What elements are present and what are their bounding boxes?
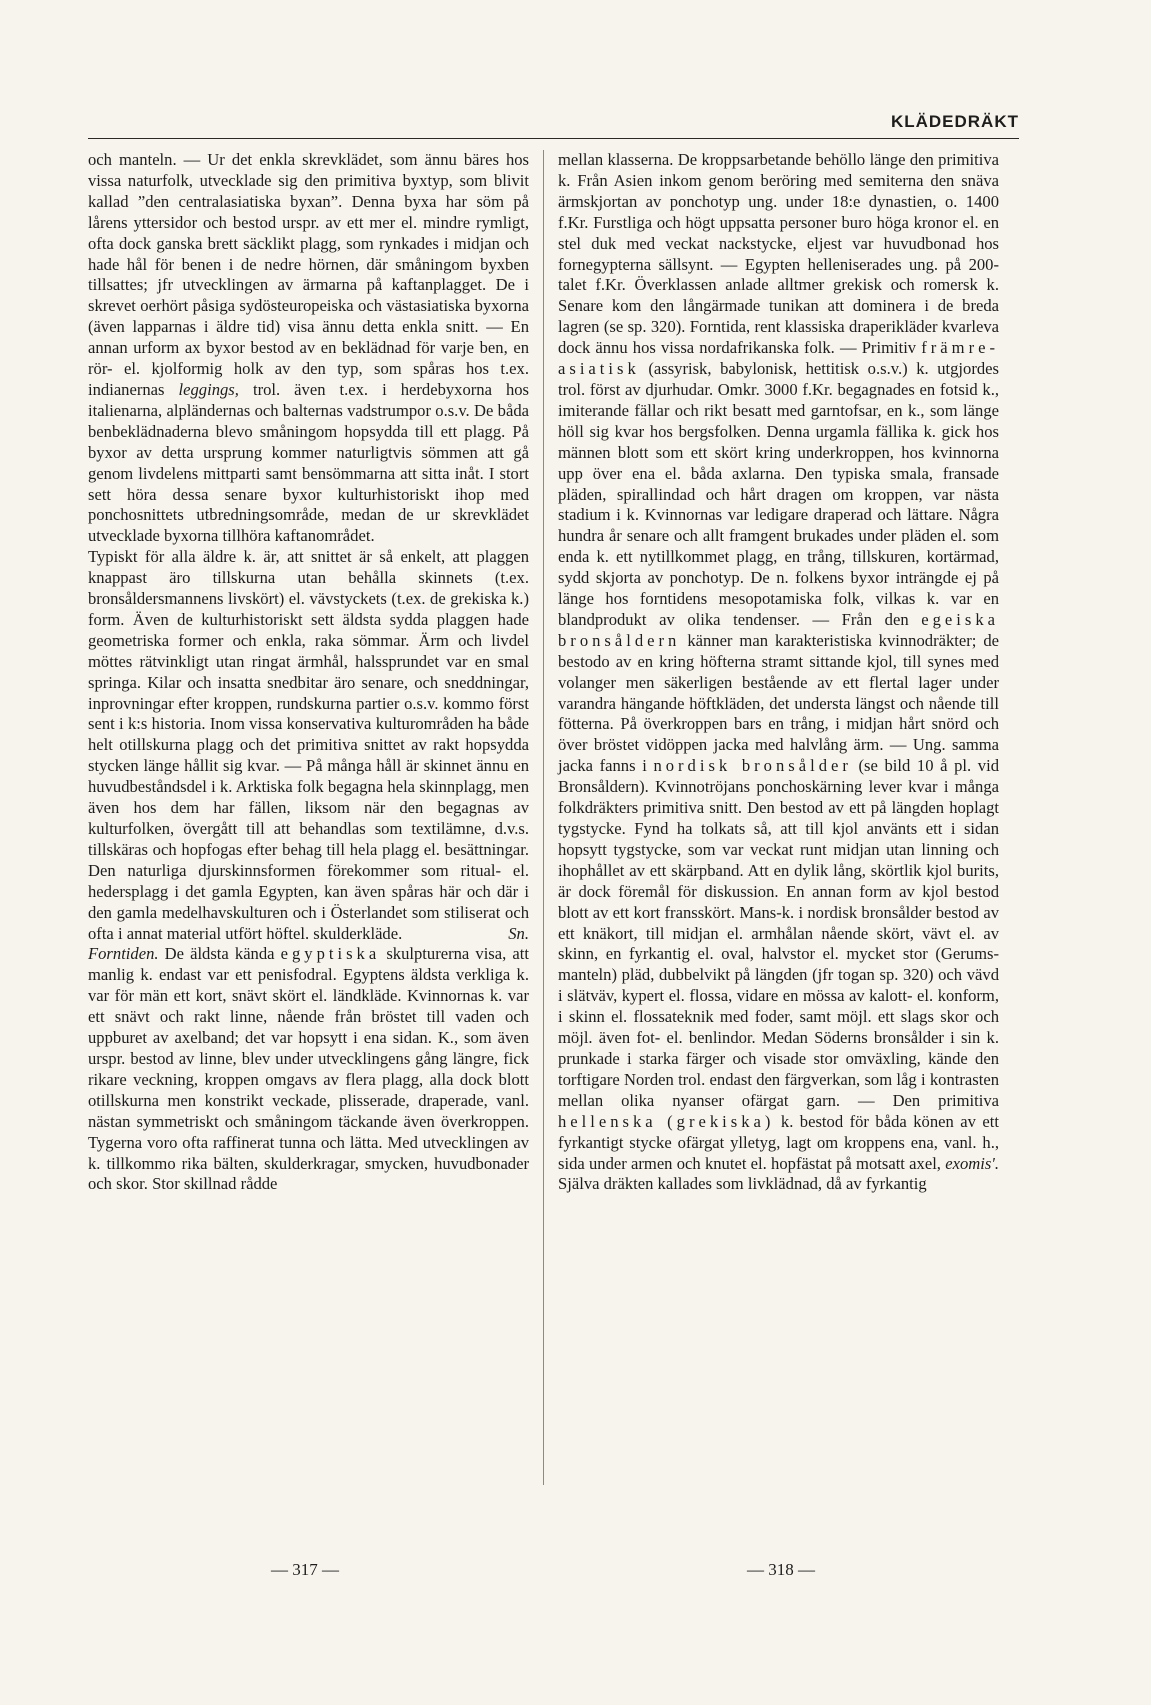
text-segment: De äldsta kända	[164, 944, 275, 964]
header-rule	[88, 138, 1019, 139]
text-segment: mellan klasserna. De kroppsarbetande behöllo länge den primitiva k. Från Asien inkom genom beröring med semiterna den snäva ärmskjortan av ponchotyp ung. under 18:e dynastien, o. 1400 f.Kr. Furstliga och högt uppsatta personer buro höga kronor el. en stel duk med veckat nackstycke, eljest var huvudbonad hos fornegypterna sällsynt. — Egypten helleniserades ung. på 200-talet f.Kr. Överklassen anlade alltmer grekisk och romersk k. Senare kom den långärmade tunikan att dominera i de breda lagren (se sp. 320). Forntida, rent klassiska draperikläder kvarleva dock ännu hos vissa nordafrikanska folk. — Primitiv	[558, 150, 999, 358]
text-segment: Typiskt för alla äldre k. är, att snittet är så enkelt, att plaggen knappast äro tillskurna utan behålla skinnets (t.ex. bronsåldersmannens livskört) el. vävstyckets (t.ex. de grekiska k.) form. Även de kulturhistoriskt sett äldsta sydda plaggen hade geometriska former och enkla, raka sömmar. Ärm och livdel möttes rätvinkligt utan ringat ärmhål, halssprundet var en smal springa. Kilar och insatta snedbitar äro senare, och sneddningar, inprovningar efter kroppen, rundskurna partier o.s.v. kommo först sent i k:s historia. Inom vissa konservativa kulturområden ha både helt otillskurna plagg och det primitiva snittet av rakt hopsydda stycken länge hållit sig kvar. — På många håll är skinnet ännu en huvudbeståndsdel i k. Arktiska folk begagna hela skinnplagg, men även hos dem har fällen, liksom när den begagnas av kulturfolken, övergått till att behandlas som textilämne, d.v.s. tillskäras och hopfogas efter behag till hela plagg el. besättningar. Den naturliga djurskinnsformen förekommer som ritual- el. hedersplagg i det gamla Egypten, kan även spåras här och där i den gamla medelhavskulturen och i Österlandet som stiliserat och ofta i annat material utfört höftel. skulderkläde.	[88, 547, 529, 943]
text-segment: trol. även t.ex. i herdebyxorna hos italienarna, alpländernas och balternas vadstrumpor o.s.v. De båda benbeklädnaderna blevo småningom hopsydda till ett plagg. På byxor av detta ursprung kommer naturligtvis sömmen att gå genom livdelens mittparti samt bensömmarna att sitta inåt. I stort sett höra dessa senare byxor kulturhistoriskt ihop med ponchosnittets utbredningsområde, medan de ur skrevklädet utvecklade byxorna tillhöra kaftanområdet.	[88, 379, 530, 546]
emphasis: leggings,	[178, 379, 239, 399]
emphasis: exomis'.	[945, 1153, 999, 1173]
text-segment: (assyrisk, babylonisk, hettitisk o.s.v.) k. utgjordes trol. först av djurhudar. Omkr. 3000 f.Kr. begagnades en fotsid k., imiterande fällar och rikt besatt med garntofsar, en k., som länge höll sig kvar hos bergsfolken. Denna urgamla fällika k. gick hos männen blott som ett skört kring underkroppen, hos kvinnorna upp över ena el. båda axlarna. Den typiska smala, fransade pläden, spirallindad och hårt dragen om kroppen, var nästa stadium i k. Kvinnornas var ledigare draperad och lättare. Några hundra år senare och allt framgent brukades under pläden el. som enda k. ett nytillkommet plagg, en trång, tillskuren, kortärmad, sydd skjorta av ponchotyp. De n. folkens byxor inträngde ej på länge hos forntidens mesopotamiska folk, vilkas k. var en blandprodukt av olika tendenser. — Från den	[558, 359, 999, 629]
spaced-term: egeiska bronsåldern	[558, 609, 999, 650]
text-segment: (se bild 10 å pl. vid Bronsåldern). Kvinnotröjans ponchoskärning lever kvar i många folkdräkters primitiva snitt. Den bestod av ett på längden hoplagt tygstycke. Fynd ha tolkats så, att till kjol använts ett i sidan hopsytt tygstycke, som var veckat runt midjan utan linning och ihophållet av ett skärpband. Att en dylik lång, skörtlik kjol burits, är dock föremål för diskussion. En annan form av kjol bestod blott av ett kort fransskört. Mans-k. i nordisk bronsålder bestod av ett knäkort, till midjan el. armhålan nående skört, vävt el. av skinn, en fyrkantig el. oval, halvstor el. mycket stor (Gerums-manteln) pläd, dubbelvikt på längden (jfr togan sp. 320) och vävd i slätväv, kypert el. flossa, vidare en mössa av kalott- el. konform, i skinn el. flossateknik med foder, samt möjl. ett slags skor och möjl. även fot- el. benlindor. Medan Söderns bronsålder i sin k. prunkade i starka färger och visade stor omväxling, kände den torftigare Norden trol. endast den färgverkan, som låg i kontrasten mellan olika nyanser ofärgat garn. — Den primitiva	[558, 756, 1000, 1110]
spaced-term: egyptiska	[280, 944, 381, 964]
text-segment: och manteln. — Ur det enkla skrevklädet, som ännu bäres hos vissa naturfolk, utvecklade sig den primitiva byxtyp, som blivit kallad ”den centralasiatiska byxan”. Denna byxa har söm på lårens yttersidor och bestod urspr. av ett mer el. mindre rymligt, ofta dock ganska brett säcklikt plagg, som rynkades i midjan och hade hål för benen i de nedre hörnen, där småningom byxben tillsattes; jfr utvecklingen av ärmarna på kaftanplagget. De i skrevet oerhört påsiga sydösteuropeiska och västasiatiska byxorna (även lapparnas i äldre tid) visa ännu detta enkla snitt. — En annan urform ax byxor bestod av en beklädnad för varje ben, en rör- el. kjolformig holk av den typ, som spåras hos t.ex. indianernas	[88, 150, 529, 399]
page-number-left: — 317 —	[271, 1560, 339, 1579]
text-segment: känner man karakteristiska kvinnodräkter; de bestodo av en kring höfterna stramt sittande kjol, till synes med volanger men säkerligen bestående av ett flertal lager under varandra hängande höftkläden, det understa längst och nående till fötterna. På överkroppen bars en trång, i midjan hårt snörd och över bröstet vidöppen jacka med halvlång ärm. — Ung. samma jacka fanns i	[558, 630, 999, 776]
section-heading: Forntiden.	[88, 944, 159, 964]
paragraph-trousers	[88, 150, 529, 547]
column-right	[558, 150, 999, 1195]
spaced-term: främre-asiatisk	[558, 338, 999, 379]
spaced-term: hellenska (grekiska)	[558, 1111, 775, 1131]
column-left	[88, 150, 529, 1195]
text-segment: Själva dräkten kallades som livklädnad, då av fyrkantig	[558, 1174, 927, 1194]
paragraph-typical-cut	[88, 547, 529, 944]
column-divider	[543, 150, 544, 1485]
paragraph-antiquity	[88, 944, 529, 1195]
text-segment: skulpturerna visa, att manlig k. endast var ett penisfodral. Egyptens äldsta verkliga k. var för män ett kort, snävt skört el. ländkläde. Kvinnornas k. var ett snävt och rakt linne, nående från bröstet till vaden och uppburet av axelband; det var hopsytt i ena sidan. K., som även urspr. bestod av linne, blev under utvecklingens gång längre, fick rikare veckning, kroppen omgavs av flera plagg, alla dock blott otillskurna men konstrikt veckade, plisserade, draperade, vanl. nästan symmetriskt och småningom täckande även överkroppen. Tygerna voro ofta raffinerat tunna och lätta. Med utvecklingen av k. tillkommo rika bälten, skulderkragar, smycken, huvudbonader och skor. Stor skillnad rådde	[88, 944, 529, 1194]
text-segment: k. bestod för båda könen av ett fyrkantigt stycke ofärgat ylletyg, lagt om kroppens ena, vanl. h., sida under armen och knutet el. hopfästat på motsatt axel,	[558, 1111, 999, 1173]
author-signature: Sn.	[508, 923, 529, 943]
paragraph-right	[558, 150, 999, 1195]
page-number-right: — 318 —	[747, 1560, 815, 1579]
spaced-term: nordisk bronsålder	[653, 756, 852, 776]
running-title: KLÄDEDRÄKT	[890, 112, 1019, 131]
